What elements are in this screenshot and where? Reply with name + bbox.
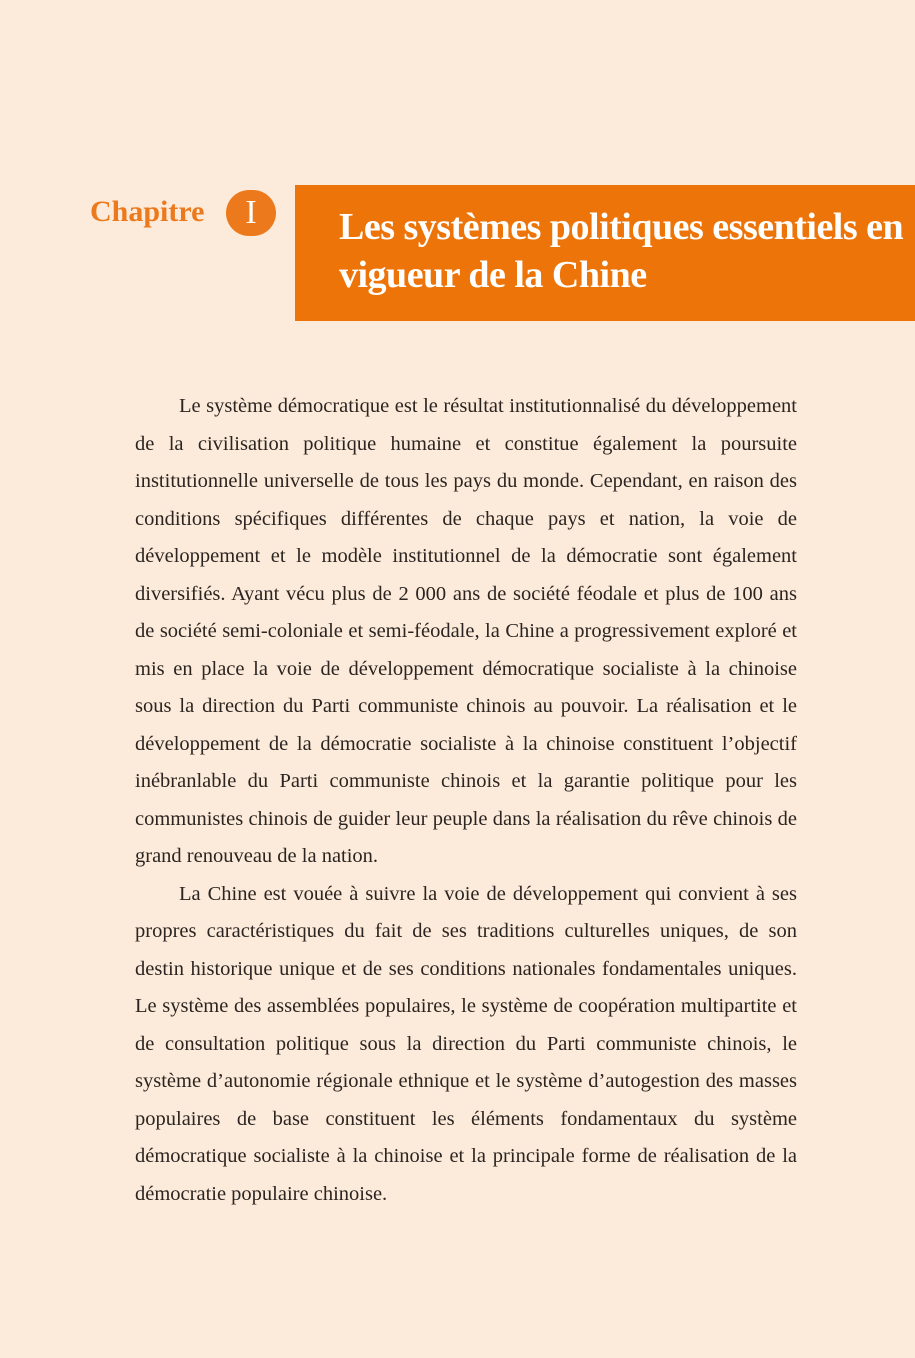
chapter-label: Chapitre — [90, 195, 205, 228]
paragraph-2: La Chine est vouée à suivre la voie de développement qui convient à ses propres caractéristiques du fait de ses traditions culturelles uniques, de son destin historique unique et de ses conditions nationales fondamentales uniques. Le système des assemblées populaires, le système de coopération multipartite et de consultation politique sous la direction du Parti communiste chinois, le système d’autonomie régionale ethnique et le système d’autogestion des masses populaires de base constituent les éléments fondamentaux du système démocratique socialiste à la chinoise et la principale forme de réalisation de la démocratie populaire chinoise. — [135, 882, 797, 1205]
chapter-body — [135, 388, 797, 1213]
chapter-title: Les systèmes politiques essentiels en vigueur de la Chine — [339, 206, 904, 296]
chapter-number-badge: I — [226, 190, 276, 236]
paragraph-1: Le système démocratique est le résultat institutionnalisé du développement de la civilisation politique humaine et constitue également la poursuite institutionnelle universelle de tous les pays du monde. Cependant, en raison des conditions spécifiques différentes de chaque pays et nation, la voie de développement et le modèle institutionnel de la démocratie sont également diversifiés. Ayant vécu plus de 2 000 ans de société féodale et plus de 100 ans de société semi-coloniale et semi-féodale, la Chine a progressivement exploré et mis en place la voie de développement démocratique socialiste à la chinoise sous la direction du Parti communiste chinois au pouvoir. La réalisation et le développement de la démocratie socialiste à la chinoise constituent l’objectif inébranlable du Parti communiste chinois et la garantie politique pour les communistes chinois de guider leur peuple dans la réalisation du rêve chinois de grand renouveau de la nation. — [135, 395, 797, 867]
chapter-title-banner — [295, 185, 915, 321]
